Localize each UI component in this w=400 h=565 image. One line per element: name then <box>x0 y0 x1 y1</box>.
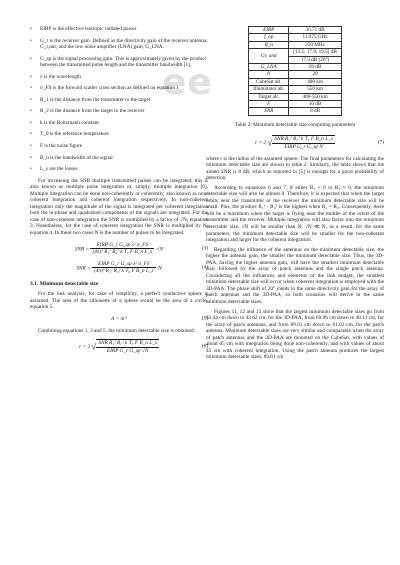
equation-number: (5) <box>201 315 208 322</box>
table-cell: G_LNA <box>249 64 289 71</box>
equation-lhs: SNR = <box>74 245 90 252</box>
list-item: • L_s are the losses <box>30 166 208 173</box>
table-row <box>249 34 342 41</box>
table-row <box>249 78 342 85</box>
paragraph-where: where r is the radius of the assumed sphere. The final parameters for calculating the minimum detectable size are shown in table 2. Similarly, the table shows that the aimed SNR is 8 dB, which as reported in [5] is enough for a good probability of detection. <box>206 155 384 182</box>
paragraph-figures: Figures 11, 12 and 13 show that the largest minimum detectable sizes go from 63.44 cm down to 43.62 cm, for the 3D-PAA, from 69.96 cm down to 48.11 cm, for the array of patch antennas, and from 89.61 cm down to 61.62 cm, for the patch antenna. Minimum detectable sizes are very similar and comparable when the array of patch antennas and the 3D-PAA are mounted on the CubeSat, with values of about 65 cm with integration being done non-coherently, and with values of about 45 cm with coherent integration. Using the patch antenna produces the largest minimum detectable sizes, 89.61 cm <box>206 308 384 361</box>
table-cell: B_n <box>249 41 289 48</box>
equation-number: (7) <box>377 139 384 146</box>
table-cell: SNR <box>249 108 289 115</box>
equation-lhs: SNR = <box>76 264 91 271</box>
list-item: • G_sp is the signal processing gain. This is approximately given by the product between the transmitted pulse length and the transmitter bandwidth [1]. <box>30 56 208 69</box>
table-cell: N <box>249 71 289 78</box>
list-item: • F is the noise figure <box>30 143 208 150</box>
list-item: • σ_FS is the forward scatter cross section as defined on equation 1 <box>30 85 208 92</box>
table-cell: [13.5; 17.8; 19.5] dB <box>289 49 342 56</box>
right-column <box>206 26 384 364</box>
equation-fraction <box>92 261 156 275</box>
table-row <box>249 41 342 48</box>
symbol-definitions-list <box>30 26 208 173</box>
equation-5 <box>30 316 208 323</box>
watermark-logo: ee <box>162 62 213 103</box>
equation-body: A = πr² <box>111 315 127 322</box>
paragraph-antenna-influence: Regarding the influence of the antennas on the minimum detectable size, the higher the antenna gain, the smaller the minimum detectable size. Thus, the 3D-PAA, having the higher antenna gain, will have the smallest minimum detectable size, followed by the array of patch antennas and the single patch antenna. Considering all the influences and elements of the link budget, the smallest minimum detectable size will occur when coherent integration is employed with the 3D-PAA. The phase shift of 20° yields in the same directivity gain for the array of patch antennas and the 3D-PAA, so both scenarios will derive in the same minimum detectable sizes. <box>206 246 384 305</box>
table-row <box>249 101 342 108</box>
equation-numerator: SNR R₁² R₂² k T₀ F B_n L_s <box>98 340 157 347</box>
list-item: • λ is the wavelength <box>30 74 208 81</box>
left-column <box>30 26 208 359</box>
section-heading: 3.1. Minimum detectable size <box>30 280 99 287</box>
equation-numerator: SNR R₁² R₂² k T₀ F B_n L_s <box>274 136 333 143</box>
equation-numerator: EIRP G_r G_sp λ² σ_FS <box>90 242 154 250</box>
sqrt-sign: √ <box>267 137 273 148</box>
table-cell: 17.3 dB (20°) <box>289 56 342 63</box>
parameters-table <box>248 26 342 116</box>
table-cell: 8 dB <box>289 108 342 115</box>
table-cell: 400 km <box>289 78 342 85</box>
equation-lhs: r = 2 <box>255 140 267 147</box>
list-item: • G_r is the receiver gain. Defined as the directivity gain of the receiver antenna, G_r,ant, and the low noise amplifier (LNA) gain, G_LNA. <box>30 38 208 51</box>
equation-tail: ·√N <box>155 245 164 252</box>
list-item: • EIRP is the effective isotropic radiated power <box>30 26 208 33</box>
table-row <box>249 108 342 115</box>
equation-denominator: (4π)³ R₁² R₂² k T₀ F B_n L_s <box>93 268 154 275</box>
table-cell: 550 km <box>289 86 342 93</box>
equation-tail: ·N <box>156 264 162 271</box>
sqrt-sign: √ <box>91 341 97 352</box>
table-caption: Table 2: Minimum detectable size computing parameters <box>234 121 356 128</box>
equation-denominator: (4π)³ R₁² R₂² k T₀ F B_n L_s <box>92 249 153 256</box>
list-item: • k is the Boltzmann constant <box>30 120 208 127</box>
table-cell: 11.075 GHz <box>289 34 342 41</box>
table-cell: Illuminator alt. <box>249 86 289 93</box>
table-row <box>249 64 342 71</box>
paragraph-equations-analysis: According to equations 6 and 7, if either R₁ ≈ 0 or R₂ ≈ 0, the minimum detectable size will also be almost 0. Therefore, it is expected that when the target orbits near the transmitter or the receiver the minimum detectable size will be small. Plus, the product R₁² · R₂² is the highest when R₁ = R₂. Consequently, there will be a maximum when the target is flying near the middle of the orbits of the transmitter and the receiver. Multiple integration will also factor into the minimum detectable size. √N will be smaller than N: √N ≪ N; as a result, for the same parameters, the minimum detectable size will be smaller for the non-coherent integration and larger for the coherent integration. <box>206 184 384 244</box>
equation-lhs: r = 2 <box>79 343 91 350</box>
paragraph-integration: For increasing the SNR multiple transmitted pulses can be integrated, this is also known as multiple pulse integration or, simply, multiple integration [6]. Multiple integration can be done non-coherently or coherently, also known as non-coherent integration and coherent integration respectively. In non-coherent integration only the magnitude of the signal is integrated per coherent integration both the in-phase and quadrature components of the signals are integrated. For the case of non-coherent integration the SNR is multiplied by a factor of √N, equation 3. Nonetheless, for the case of coherent integration the SNR is multiplied by N, equation 4. In these two cases N is the number of pulses to be integrated. <box>30 177 208 237</box>
equation-fraction <box>272 135 335 150</box>
table-row <box>249 93 342 100</box>
equation-number: (6) <box>201 343 208 350</box>
table-cell: 26 dB <box>289 64 342 71</box>
equation-denominator: EIRP G_r G_sp N <box>284 143 323 150</box>
list-item: • T_0 is the reference temperature <box>30 131 208 138</box>
equation-6 <box>30 339 208 354</box>
table-cell: Target alt. <box>249 93 289 100</box>
list-item: • R_2 is the distance from the target to the receiver <box>30 108 208 115</box>
equation-fraction <box>90 242 154 256</box>
table-cell: 400-550 km <box>289 93 342 100</box>
table-row <box>249 71 342 78</box>
table-cell: 250 MHz <box>289 41 342 48</box>
equation-3 <box>30 242 208 256</box>
table-cell: f_op <box>249 34 289 41</box>
table-row <box>249 49 342 56</box>
table-cell: F <box>249 101 289 108</box>
equation-7 <box>206 135 384 150</box>
table-cell: EIRP <box>249 27 289 34</box>
list-item: • B_n is the bandwidth of the signal <box>30 155 208 162</box>
equation-4 <box>30 261 208 275</box>
paragraph-combining: Combining equations 1, 3 and 5, the minimum detectable size is obtained: <box>38 327 195 334</box>
table-cell: Gr, and <box>249 49 289 64</box>
table-cell: CubeSat alt. <box>249 78 289 85</box>
paragraph-sphere: For the link analysis, for sake of simplicity, a perfect conductive sphere is assumed. The area of the silhouette of a sphere would be the area of a circle, equation 5. <box>30 291 208 311</box>
equation-fraction <box>96 339 159 354</box>
table-row <box>249 86 342 93</box>
equation-denominator: EIRP G_r G_sp √N <box>106 347 149 354</box>
table-cell: 10 dB <box>289 101 342 108</box>
table-row <box>249 27 342 34</box>
table-cell: 36.71 dB <box>289 27 342 34</box>
list-item: • R_1 is the distance from the transmitter to the target <box>30 97 208 104</box>
equation-number: (4) <box>201 264 208 271</box>
equation-numerator: EIRP G_r G_sp λ² σ_FS <box>92 261 156 269</box>
equation-number: (3) <box>201 245 208 252</box>
table-cell: 20 <box>289 71 342 78</box>
